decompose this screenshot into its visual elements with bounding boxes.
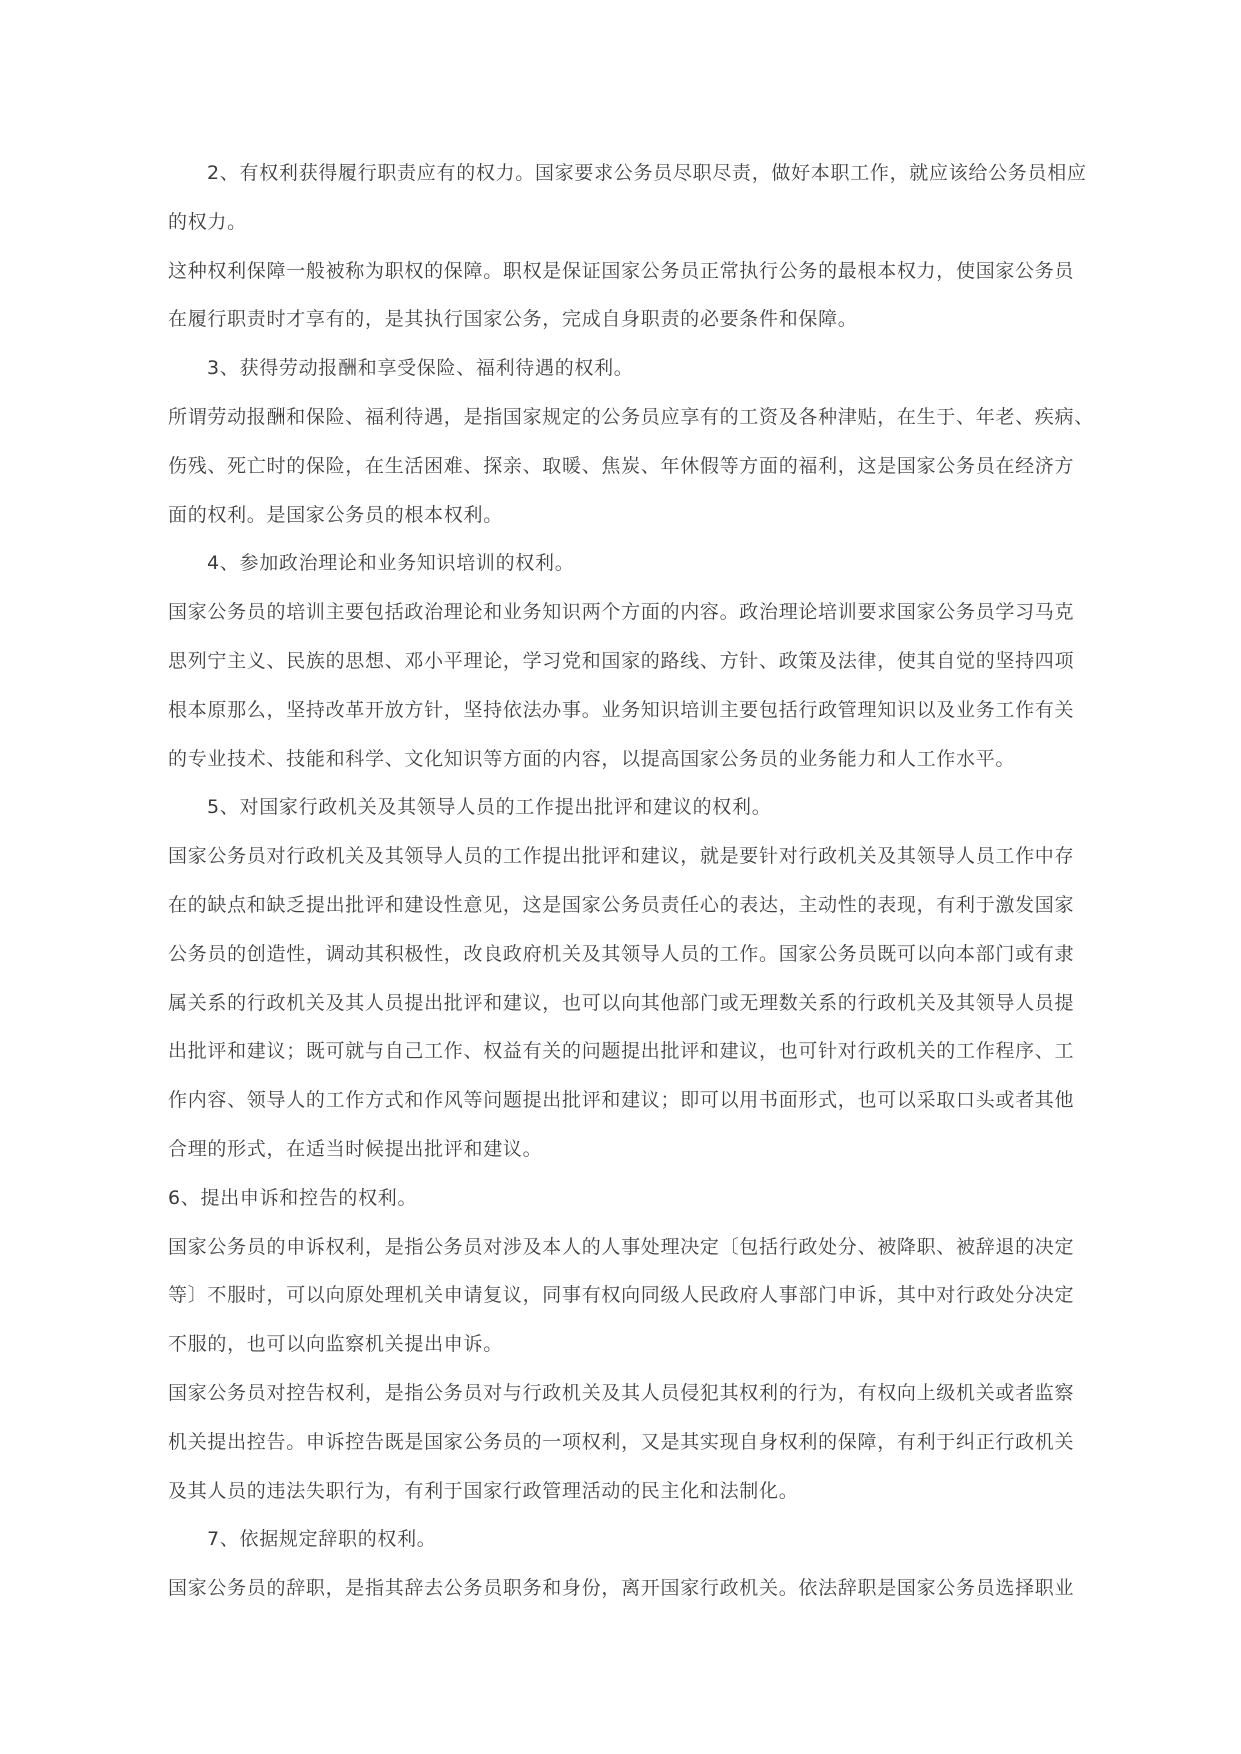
text-line: [168, 1418, 1080, 1467]
text-line-content: 这种权利保障一般被称为职权的保障。职权是保证国家公务员正常执行公务的最根本权力，使国家公务员: [168, 259, 1075, 282]
list-item-heading-line: [168, 1515, 1080, 1564]
text-line-content: 及其人员的违法失职行为，有利于国家行政管理活动的民主化和法制化。: [168, 1479, 799, 1502]
list-item-heading-line: [168, 344, 1080, 393]
list-item-number: 7: [207, 1528, 220, 1551]
list-item-number: 3: [207, 357, 220, 380]
text-line-content: 的权力。: [168, 210, 247, 233]
list-item-heading-line: [168, 783, 1080, 832]
text-line-content: 不服的，也可以向监察机关提出申诉。: [168, 1333, 503, 1356]
text-line-content: 等〕不服时，可以向原处理机关申请复议，同事有权向同级人民政府人事部门申诉，其中对行政处分决定: [168, 1284, 1075, 1307]
text-line-content: 在的缺点和缺乏提出批评和建设性意见，这是国家公务员责任心的表达，主动性的表现，有利于激发国家: [168, 893, 1075, 916]
text-line: [168, 393, 1094, 442]
text-line-content: 国家公务员的培训主要包括政治理论和业务知识两个方面的内容。政治理论培训要求国家公务员学习马克: [168, 601, 1075, 624]
text-line-content: 国家公务员对控告权利，是指公务员对与行政机关及其人员侵犯其权利的行为，有权向上级机关或者监察: [168, 1381, 1075, 1404]
text-line-content: 国家公务员对行政机关及其领导人员的工作提出批评和建议，就是要针对行政机关及其领导人员工作中存: [168, 845, 1075, 868]
text-line-content: 国家公务员的申诉权利，是指公务员对涉及本人的人事处理决定〔包括行政处分、被降职、被辞退的决定: [168, 1235, 1075, 1258]
text-line: [168, 1125, 1080, 1174]
text-line-content: 、参加政治理论和业务知识培训的权利。: [219, 552, 575, 575]
list-item-number: 5: [207, 796, 220, 819]
text-line-content: 根本原那么，坚持改革开放方针，坚持依法办事。业务知识培训主要包括行政管理知识以及业务工作有关: [168, 698, 1075, 721]
text-line-content: 伤残、死亡时的保险，在生活困难、探亲、取暖、焦炭、年休假等方面的福利，这是国家公务员在经济方: [168, 454, 1075, 477]
text-line: [168, 198, 1080, 247]
text-line: [168, 247, 1080, 296]
text-line: [168, 1564, 1080, 1613]
text-line-content: 、获得劳动报酬和享受保险、福利待遇的权利。: [219, 357, 634, 380]
list-item-number: 6: [168, 1186, 181, 1209]
text-line: [168, 686, 1080, 735]
text-line-content: 在履行职责时才享有的，是其执行国家公务，完成自身职责的必要条件和保障。: [168, 308, 858, 331]
text-line-content: 、依据规定辞职的权利。: [219, 1528, 437, 1551]
list-item-heading-line: [168, 149, 1087, 198]
text-line: [168, 979, 1080, 1028]
text-line-content: 国家公务员的辞职，是指其辞去公务员职务和身份，离开国家行政机关。依法辞职是国家公务员选择职业: [168, 1577, 1075, 1600]
text-line-content: 的专业技术、技能和科学、文化知识等方面的内容，以提高国家公务员的业务能力和人工作水平。: [168, 747, 1016, 770]
text-line: [168, 930, 1080, 979]
text-line-content: 作内容、领导人的工作方式和作风等问题提出批评和建议；即可以用书面形式，也可以采取口头或者其他: [168, 1089, 1075, 1112]
text-line: [168, 1271, 1080, 1320]
text-lines: [168, 149, 1094, 1613]
text-line: [168, 1027, 1080, 1076]
list-item-number: 4: [207, 552, 220, 575]
text-line-content: 出批评和建议；既可就与自己工作、权益有关的问题提出批评和建议，也可针对行政机关的工作程序、工: [168, 1040, 1075, 1063]
text-line: [168, 881, 1080, 930]
text-line-content: 公务员的创造性，调动其积极性，改良政府机关及其领导人员的工作。国家公务员既可以向本部门或有隶: [168, 942, 1075, 965]
list-item-heading-line: [168, 1174, 1080, 1223]
text-line: [168, 1320, 1080, 1369]
text-line: [168, 588, 1080, 637]
text-line-content: 面的权利。是国家公务员的根本权利。: [168, 503, 503, 526]
text-line: [168, 295, 1080, 344]
text-line: [168, 1467, 1080, 1516]
text-line: [168, 442, 1080, 491]
text-line-content: 所谓劳动报酬和保险、福利待遇，是指国家规定的公务员应享有的工资及各种津贴，在生于、年老、疾病、: [168, 405, 1094, 428]
text-line: [168, 832, 1080, 881]
text-line: [168, 735, 1080, 784]
text-line: [168, 1076, 1080, 1125]
text-line-content: 、提出申诉和控告的权利。: [180, 1186, 418, 1209]
text-line: [168, 1369, 1080, 1418]
text-line-content: 思列宁主义、民族的思想、邓小平理论，学习党和国家的路线、方针、政策及法律，使其自觉的坚持四项: [168, 649, 1075, 672]
text-line: [168, 491, 1080, 540]
text-line: [168, 1223, 1080, 1272]
list-item-heading-line: [168, 539, 1080, 588]
list-item-number: 2: [207, 162, 220, 184]
text-line-content: 、有权利获得履行职责应有的权力。国家要求公务员尽职尽责，做好本职工作，就应该给公务员相应: [219, 162, 1087, 184]
text-line-content: 机关提出控告。申诉控告既是国家公务员的一项权利，又是其实现自身权利的保障，有利于纠正行政机关: [168, 1430, 1075, 1453]
text-line-content: 属关系的行政机关及其人员提出批评和建议，也可以向其他部门或无理数关系的行政机关及其领导人员提: [168, 991, 1075, 1014]
text-line-content: 合理的形式，在适当时候提出批评和建议。: [168, 1137, 543, 1160]
text-line: [168, 637, 1080, 686]
text-line-content: 、对国家行政机关及其领导人员的工作提出批评和建议的权利。: [219, 796, 772, 819]
